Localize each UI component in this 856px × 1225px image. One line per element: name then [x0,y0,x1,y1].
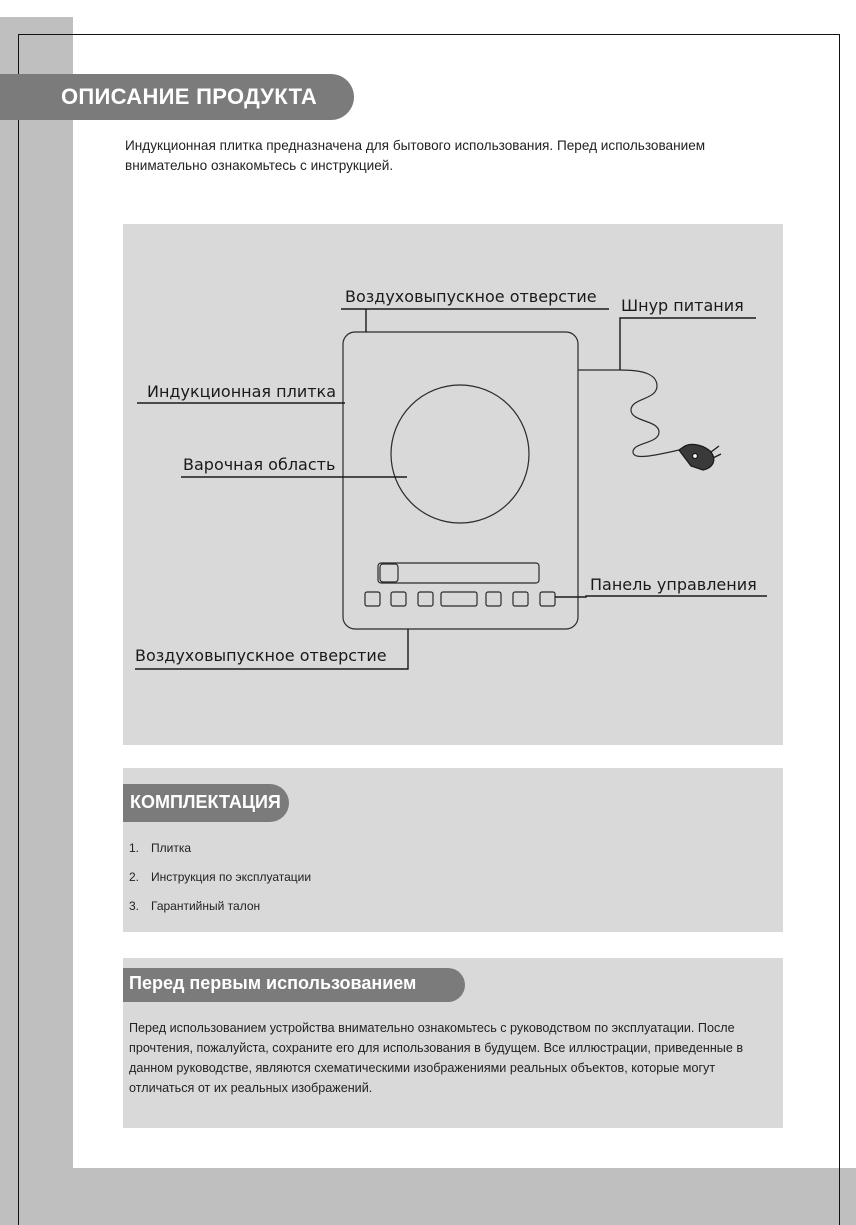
power-cord [578,370,679,456]
leader-control [555,596,767,597]
display-slider [380,564,398,582]
label-power-cord: Шнур питания [621,296,744,315]
list-item: 2. Инструкция по эксплуатации [129,870,312,884]
bottom-margin-bar [73,1168,856,1225]
section-title: КОМПЛЕКТАЦИЯ [130,792,281,812]
product-diagram [123,224,783,745]
control-button [540,592,555,606]
control-button-wide [441,592,477,606]
cooking-zone-circle [391,385,529,523]
label-cooking-zone: Варочная область [183,455,336,474]
leader-cord [620,318,756,370]
contents-list [129,840,311,927]
label-air-outlet-bottom: Воздуховыпускное отверстие [135,646,387,665]
label-air-outlet-top: Воздуховыпускное отверстие [345,287,597,306]
list-item: 1. Плитка [129,841,192,855]
display-bar [378,563,539,583]
page-frame-left [18,34,19,1225]
control-button [418,592,433,606]
page-frame-top [18,34,839,35]
control-button [513,592,528,606]
section-header-first-use [123,968,465,1002]
first-use-paragraph: Перед использованием устройства внимательно ознакомьтесь с руководством по эксплуатации. После прочтения, пожалуйста, сохраните его для использования в будущем. Все иллюстрации, приведенные в данном руководстве, являются схематическими изображениями реальных объектов, которые могут отличаться от их реальных изображений. [129,1021,744,1095]
section-header-contents [123,784,289,822]
section-title: ОПИСАНИЕ ПРОДУКТА [61,84,318,109]
list-item: 3. Гарантийный талон [129,899,261,913]
cooktop-body [343,332,578,629]
section-header-product [0,74,354,120]
diagram-svg [123,224,783,745]
plug-icon [679,444,721,470]
contents-section [123,768,783,932]
intro-paragraph: Индукционная плитка предназначена для бытового использования. Перед использованием внимательно ознакомьтесь с инструкцией. [125,138,706,173]
control-button [486,592,501,606]
label-control-panel: Панель управления [590,575,757,594]
first-use-section [123,958,783,1128]
left-margin-bar [0,17,73,1225]
section-title: Перед первым использованием [129,973,417,993]
control-button [365,592,380,606]
page-frame-right [839,34,840,1225]
control-button [391,592,406,606]
label-cooktop: Индукционная плитка [147,382,337,401]
